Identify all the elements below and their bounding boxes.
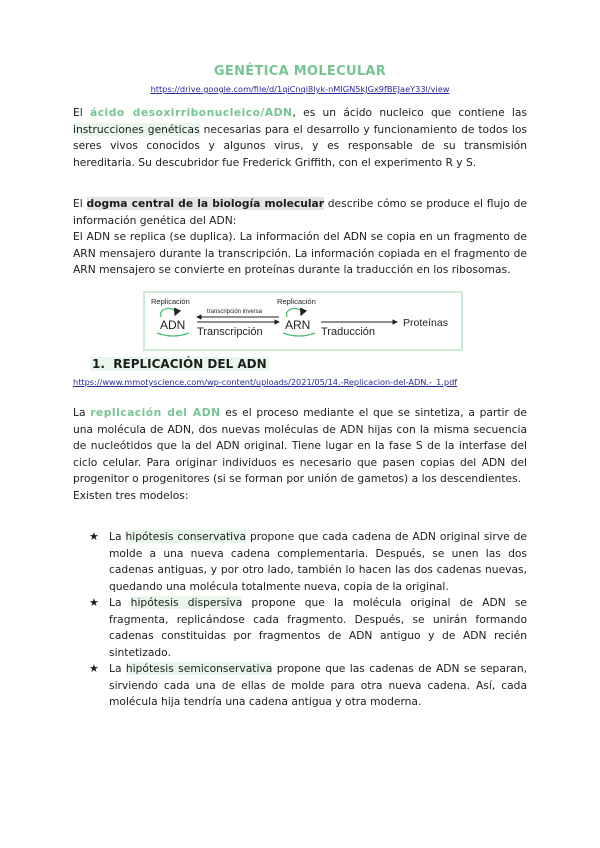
star-icon: ★ <box>89 596 99 609</box>
transcripcion-inversa-label: transcripción inversa <box>207 309 263 315</box>
star-icon: ★ <box>89 530 99 543</box>
adn-underline <box>157 333 189 336</box>
replicacion-arn-loop <box>287 308 302 317</box>
highlight-dogma: dogma central de la biología molecular <box>86 197 324 210</box>
arn-underline <box>283 333 315 336</box>
traduccion-label: Traducción <box>321 326 376 338</box>
page-title: GENÉTICA MOLECULAR <box>213 64 387 79</box>
dogma-description: El ADN se replica (se duplica). La información del ADN se copia en un fragmento de ARN mensajero durante la transcripción. La información copiada en el fragmento de ARN mensajero se convierte en proteínas durante la traducción en los ribosomas. <box>73 230 527 276</box>
replicacion-arn-label: Replicación <box>277 297 316 306</box>
adn-term: ácido desoxirribonucleico/ADN <box>90 106 293 119</box>
list-item: ★ La hipótesis conservativa propone que cada cadena de ADN original sirve de molde a una nueva cadena complementaria. Después, se unen las dos cadenas antiguas, y por otro lado, también lo hacen las dos cadenas nuevas, quedando una molécula totalmente nueva, copia de la original. <box>89 530 527 593</box>
models-list <box>89 529 527 711</box>
dogma-paragraph: El dogma central de la biología molecular describe cómo se produce el flujo de información genética del ADN: El ADN se replica (se duplica). La información del ADN se copia en un fragmento de ARN mensajero durante la transcripción. La información copiada en el fragmento de ARN mensajero se convierte en proteínas durante la traducción en los ribosomas. <box>73 197 527 276</box>
list-item: ★ La hipótesis dispersiva propone que la molécula original de ADN se fragmenta, replicándose cada fragmento. Después, se unirán formando cadenas constituidas por fragmentos de ADN antiguo y de ADN recién sintetizado. <box>89 596 527 659</box>
replication-paragraph: La replicación del ADN es el proceso mediante el que se sintetiza, a partir de una molécula de ADN, dos nuevas moléculas de ADN hijas con la misma secuencia de nucleótidos que la del ADN original. Tiene lugar en la fase S de la interfase del ciclo celular. Para originar individuos es necesario que pasen copias del ADN del progenitor o progenitores (si se forman por unión de gametos) a los descendientes. Existen tres modelos: <box>73 406 527 502</box>
adn-node: ADN <box>160 318 186 332</box>
dogma-diagram <box>143 291 463 351</box>
replicacion-adn-loop <box>161 308 176 317</box>
section-heading: 1. REPLICACIÓN DEL ADN <box>92 357 267 371</box>
drive-link[interactable]: https://drive.google.com/file/d/1qiCnqi8lyk-nMIGN5kJGx9fBEJaeY33l/view <box>150 84 450 94</box>
highlight-instrucciones: instrucciones genéticas <box>73 122 200 136</box>
pdf-link[interactable]: https://www.mmotyscience.com/wp-content/uploads/2021/05/14.-Replicacion-del-ADN.-_1.pdf <box>73 377 458 387</box>
transcripcion-label: Transcripción <box>197 326 263 338</box>
list-item: ★ La hipótesis semiconservativa propone que las cadenas de ADN se separan, sirviendo cada una de ellas de molde para otra nueva cadena. Así, cada molécula hija tendría una cadena antigua y otra moderna. <box>89 662 527 708</box>
models-intro: Existen tres modelos: <box>73 488 189 502</box>
intro-paragraph: El ácido desoxirribonucleico/ADN, es un ácido nucleico que contiene las instrucciones genéticas necesarias para el desarrollo y funcionamiento de todos los seres vivos conocidos y algunos virus, y es responsable de su transmisión hereditaria. Su descubridor fue Frederick Griffith, con el experimento R y S. <box>73 106 528 169</box>
replicacion-adn-label: Replicación <box>151 297 190 306</box>
proteinas-node: Proteínas <box>403 317 448 329</box>
replicacion-term: replicación del ADN <box>90 406 221 419</box>
arn-node: ARN <box>285 318 311 332</box>
star-icon: ★ <box>89 662 99 675</box>
